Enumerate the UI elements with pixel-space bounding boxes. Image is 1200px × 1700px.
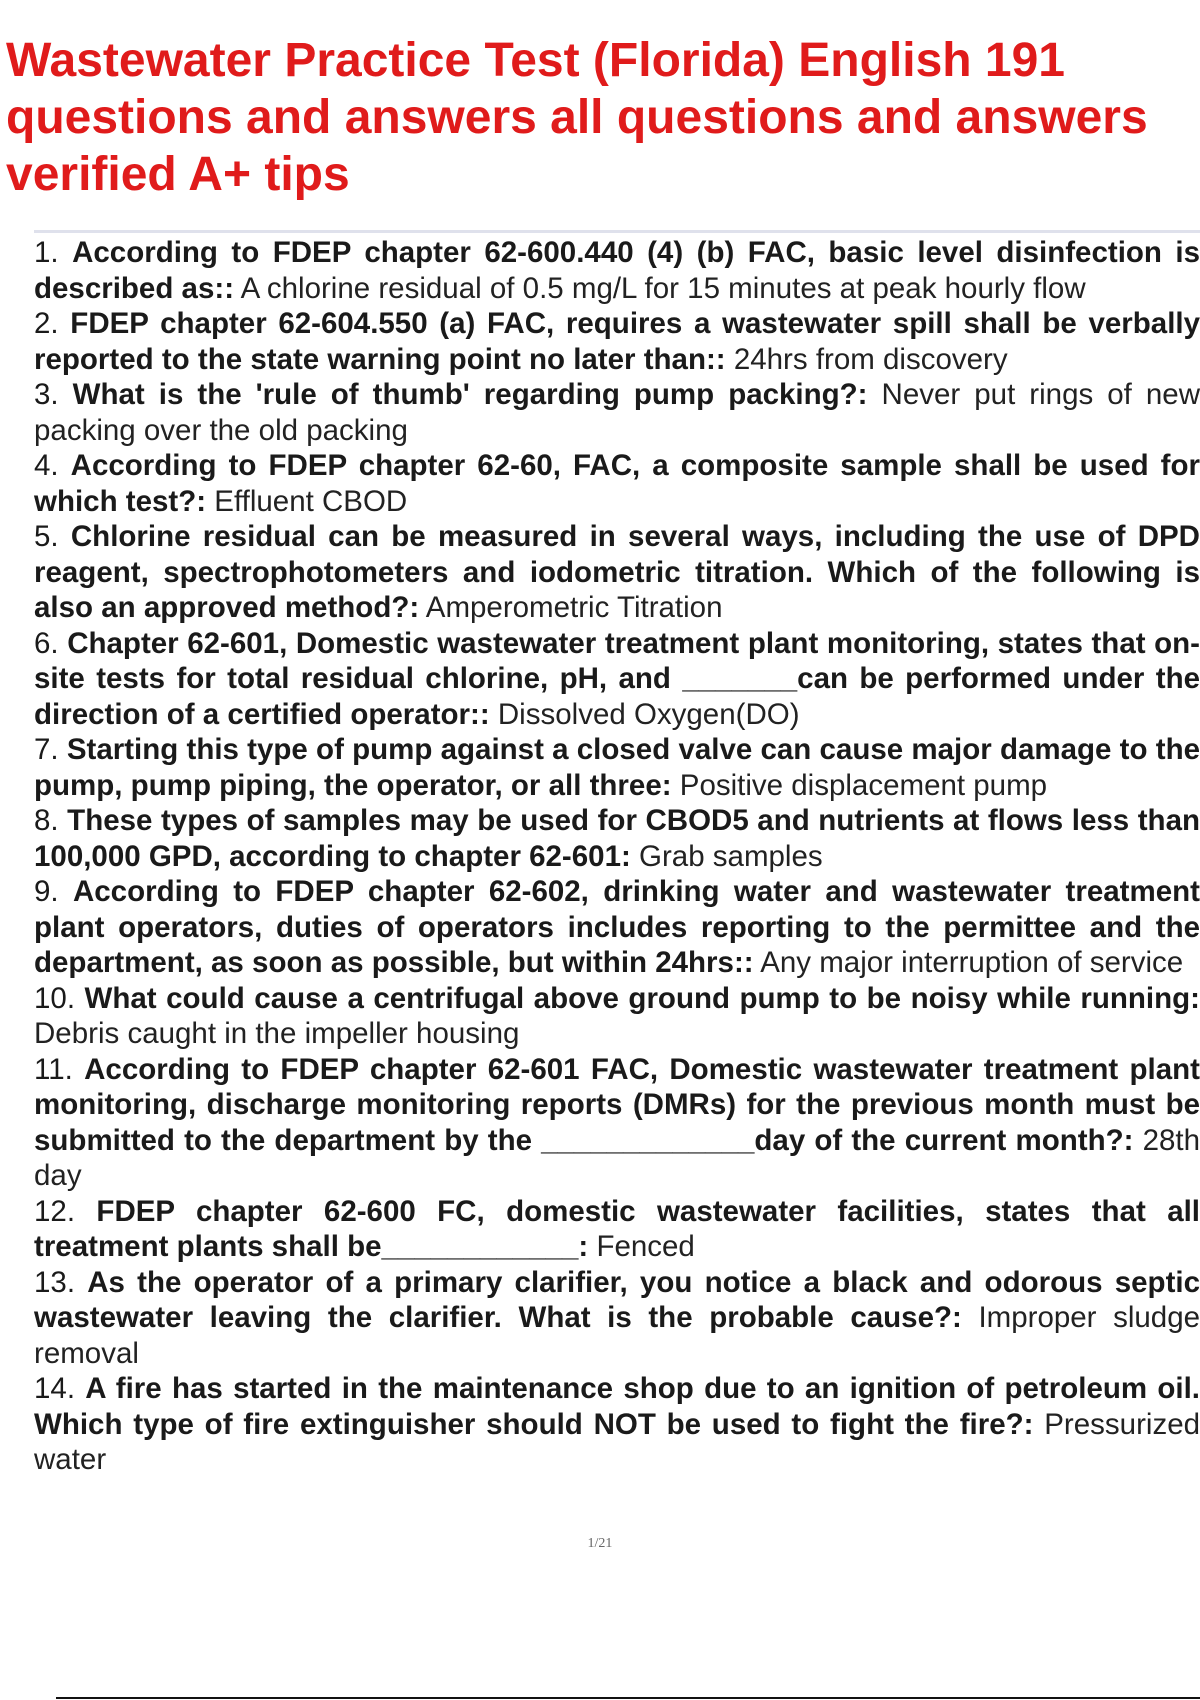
item-number: 9. [34, 875, 59, 908]
answer-text: Any major interruption of service [760, 946, 1184, 979]
item-number: 7. [34, 733, 59, 766]
question-text: Starting this type of pump against a closed valve can cause major damage to the pump, pump piping, the operator, or all three: [34, 733, 1200, 802]
item-number: 3. [34, 378, 59, 411]
answer-text: Improper sludge removal [34, 1301, 1200, 1370]
list-item [34, 1194, 1200, 1265]
list-item [34, 377, 1200, 448]
item-number: 11. [34, 1052, 73, 1086]
list-item [34, 803, 1200, 874]
answer-text: Pressurized water [34, 1407, 1200, 1476]
answer-text: Fenced [596, 1230, 695, 1263]
question-text: According to FDEP chapter 62-60, FAC, a composite sample shall be used for which test?: [34, 449, 1200, 518]
item-number: 13. [34, 1265, 76, 1299]
answer-text: Amperometric Titration [425, 591, 723, 624]
list-item [34, 732, 1200, 803]
item-number: 14. [34, 1372, 76, 1405]
answer-text: 28th day [34, 1123, 1200, 1192]
list-item [34, 1265, 1200, 1372]
list-item [34, 981, 1200, 1052]
question-text: According to FDEP chapter 62-600.440 (4) (b) FAC, basic level disinfection is described as:: [34, 236, 1200, 305]
footer-divider [56, 1697, 1200, 1699]
list-item [34, 1052, 1200, 1194]
list-item [34, 626, 1200, 733]
list-item [34, 306, 1200, 377]
item-number: 10. [34, 981, 76, 1015]
question-text: According to FDEP chapter 62-602, drinking water and wastewater treatment plant operators, duties of operators includes reporting to the permittee and the department, as soon as possible, but within 24hrs:: [34, 875, 1200, 979]
list-item [34, 235, 1200, 306]
item-number: 8. [34, 804, 59, 837]
answer-text: Positive displacement pump [679, 768, 1048, 802]
answer-text: Effluent CBOD [214, 484, 408, 518]
answer-text: Never put rings of new packing over the old packing [34, 378, 1200, 447]
question-text: These types of samples may be used for CBOD5 and nutrients at flows less than 100,000 GPD, according to chapter 62-601: [34, 804, 1200, 873]
answer-text: Debris caught in the impeller housing [34, 1017, 520, 1050]
question-text: FDEP chapter 62-600 FC, domestic wastewater facilities, states that all treatment plants shall be____________: [34, 1194, 1200, 1263]
item-number: 1. [34, 236, 59, 269]
item-number: 4. [34, 449, 59, 482]
question-text: FDEP chapter 62-604.550 (a) FAC, requires a wastewater spill shall be verbally reported to the state warning point no later than:: [34, 307, 1200, 376]
page-number: 1/21 [587, 1536, 613, 1551]
list-item [34, 874, 1200, 981]
item-number: 12. [34, 1194, 76, 1228]
question-text: Chlorine residual can be measured in several ways, including the use of DPD reagent, spectrophotometers and iodometric titration. Which of the following is also an approved method?: [34, 520, 1200, 624]
item-number: 6. [34, 626, 59, 660]
question-text: According to FDEP chapter 62-601 FAC, Domestic wastewater treatment plant monitoring, discharge monitoring reports (DMRs) for the previous month must be submitted to the department by the _____________day of the current month?: [34, 1052, 1200, 1157]
answer-text: 24hrs from discovery [733, 342, 1008, 376]
item-number: 5. [34, 520, 59, 553]
question-text: Chapter 62-601, Domestic wastewater treatment plant monitoring, states that on-site tests for total residual chlorine, pH, and _______can be performed under the direction of a certified operator:: [34, 626, 1200, 731]
list-item [34, 519, 1200, 626]
list-item [34, 448, 1200, 519]
answer-text: Grab samples [639, 839, 823, 873]
answer-text: Dissolved Oxygen(DO) [497, 697, 800, 731]
document-title: Wastewater Practice Test (Florida) English 191 questions and answers all questions and answers verified A+ tips [6, 34, 1148, 201]
item-number: 2. [34, 307, 59, 340]
question-text: As the operator of a primary clarifier, you notice a black and odorous septic wastewater leaving the clarifier. What is the probable cause?: [34, 1265, 1200, 1334]
question-text: What could cause a centrifugal above ground pump to be noisy while running: [84, 981, 1200, 1015]
question-text: A fire has started in the maintenance shop due to an ignition of petroleum oil. Which type of fire extinguisher should NOT be used to fight the fire?: [34, 1372, 1200, 1441]
list-item [34, 1371, 1200, 1478]
question-list [34, 235, 1200, 1478]
question-text: What is the 'rule of thumb' regarding pump packing?: [72, 378, 868, 411]
answer-text: A chlorine residual of 0.5 mg/L for 15 minutes at peak hourly flow [240, 271, 1086, 305]
title-divider [34, 230, 1200, 233]
